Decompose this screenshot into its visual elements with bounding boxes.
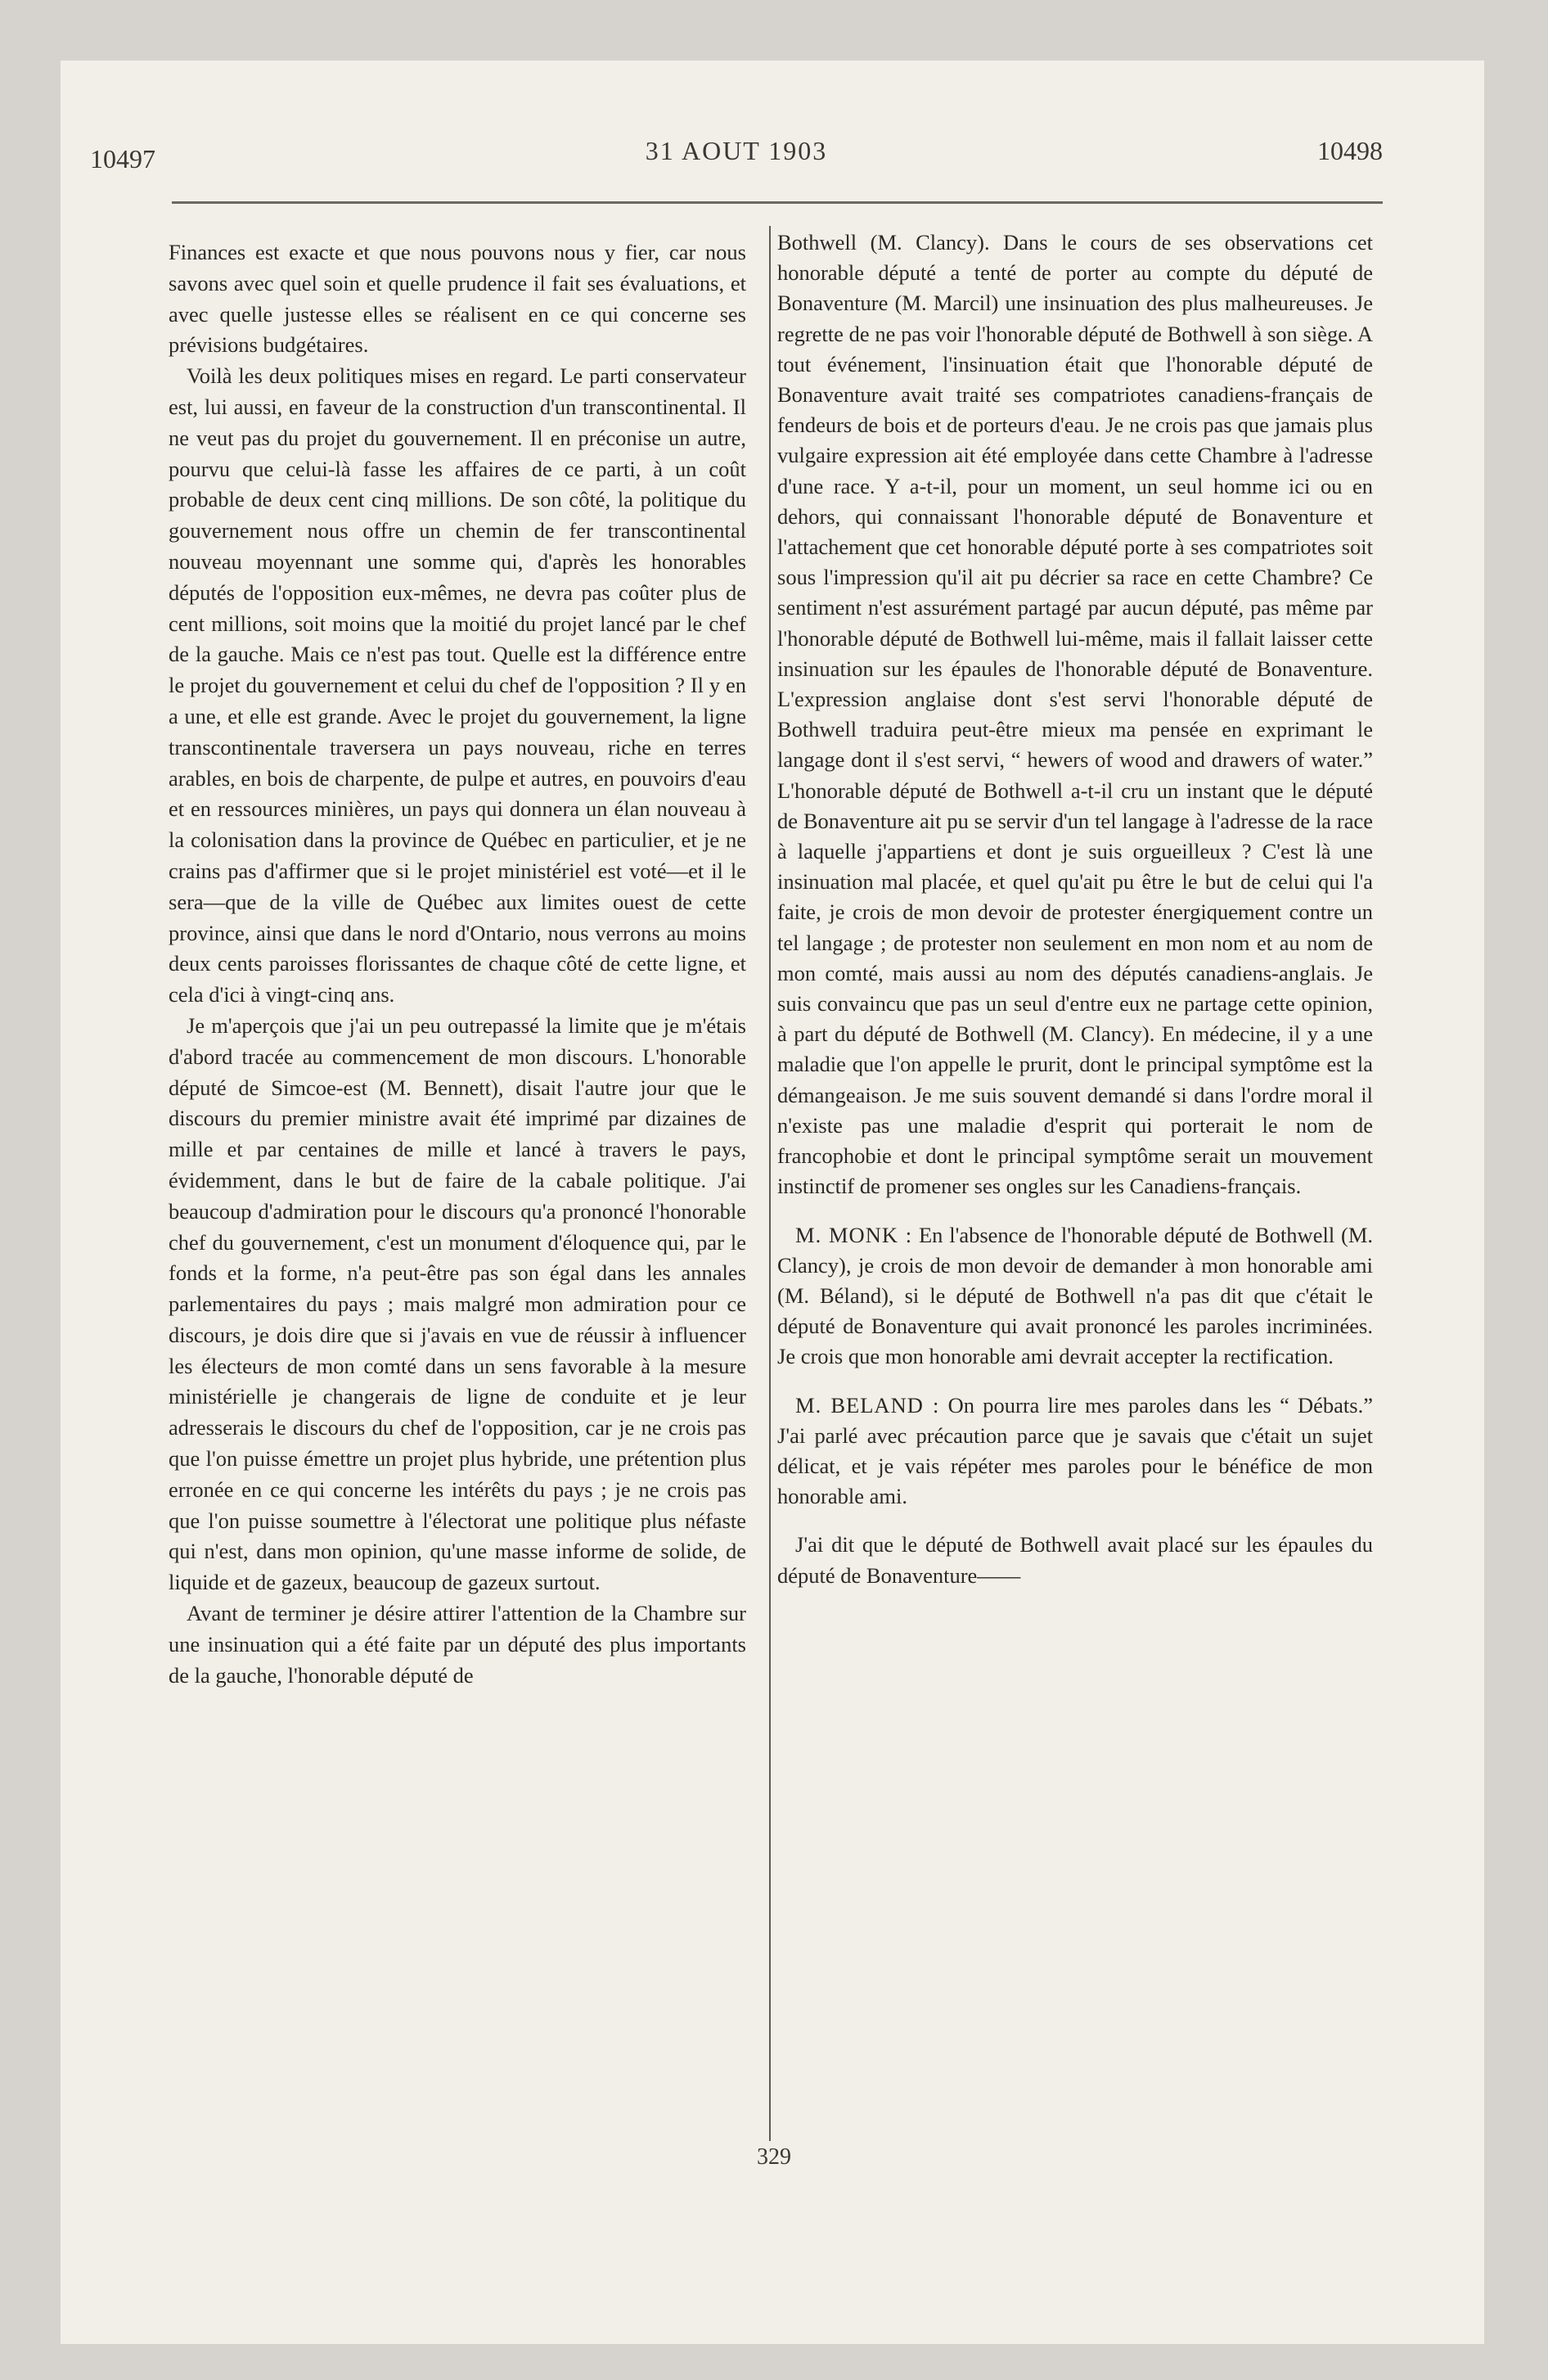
paragraph: J'ai dit que le député de Bothwell avait placé sur les épaules du député de Bonaventure—— — [777, 1532, 1373, 1588]
speech-paragraph — [777, 1391, 1373, 1512]
paragraph: Bothwell (M. Clancy). Dans le cours de ses observations cet honorable député a tenté de porter au compte du député de Bonaventure (M. Marcil) une insinuation des plus malheureuses. Je regrette de ne pas voir l'honorable député de Bothwell à son siège. A tout événement, l'insinuation était que l'honorable député de Bonaventure avait traité ses compatriotes canadiens-français de fendeurs de bois et de porteurs d'eau. Je ne crois pas que jamais plus vulgaire expression ait été employée dans cette Chambre à l'adresse d'une race. Y a-t-il, pour un moment, un seul homme ici ou en dehors, qui connaissant l'honorable député de Bonaventure et l'attachement que cet honorable député porte à ses compatriotes soit sous l'impression qu'il ait pu décrier sa race en cette Chambre? Ce sentiment n'est assurément partagé par aucun député, pas même par l'honorable député de Bothwell lui-même, mais il fallait laisser cette insinuation sur les épaules de l'honorable député de Bonaventure. L'expression anglaise dont s'est servi l'honorable député de Bothwell traduira peut-être mieux ma pensée en exprimant le langage dont il s'est servi, “ hewers of wood and drawers of water.” L'honorable député de Bothwell a-t-il cru un instant que le député de Bonaventure ait pu se servir d'un tel langage à l'adresse de la race à laquelle j'appartiens et dont je suis orgueilleux ? C'est là une insinuation mal placée, et quel qu'ait pu être le but de celui qui l'a faite, je crois de mon devoir de protester énergiquement contre un tel langage ; de protester non seulement en mon nom et au nom de mon comté, mais aussi au nom des députés canadiens-anglais. Je suis convaincu que pas un seul d'entre eux ne partage cette opinion, à part du député de Bothwell (M. Clancy). En médecine, il y a une maladie que l'on appelle le prurit, dont le principal symptôme est la démangeaison. Je me suis souvent demandé si dans l'ordre moral il n'existe pas une maladie d'esprit qui porterait le nom de francophobie et dont le principal symptôme serait un mouvement instinctif de promener ses ongles sur les Canadiens-français. — [777, 230, 1373, 1199]
paragraph: Finances est exacte et que nous pouvons nous y fier, car nous savons avec quel soin et quelle prudence il fait ses évaluations, et avec quelle justesse elles se réalisent en ce qui concerne ses prévisions budgétaires. — [169, 240, 746, 358]
right-column — [777, 228, 1373, 1591]
speaker-name: M. BELAND : — [795, 1392, 940, 1418]
left-column — [169, 237, 746, 1691]
paragraph: Avant de terminer je désire attirer l'attention de la Chambre sur une insinuation qui a été faite par un député des plus importants de la gauche, l'honorable député de — [169, 1601, 746, 1688]
right-page-number: 10498 — [1317, 136, 1383, 165]
header-rule — [172, 201, 1383, 204]
speech-text: En l'absence de l'honorable député de Bothwell (M. Clancy), je crois de mon devoir de demander à mon honorable ami (M. Béland), si le député de Bothwell n'a pas dit que c'était le député de Bonaventure qui avait prononcé les paroles incriminées. Je crois que mon honorable ami devrait accepter la rectification. — [777, 1222, 1374, 1369]
column-divider — [769, 226, 771, 2141]
left-page-number: 10497 — [90, 144, 155, 174]
speech-text: On pourra lire mes paroles dans les “ Débats.” J'ai parlé avec précaution parce que je savais que c'était un sujet délicat, et je vais répéter mes paroles pour le bénéfice de mon honorable ami. — [777, 1392, 1373, 1509]
page-header — [90, 131, 1383, 188]
header-date: 31 AOUT 1903 — [645, 136, 828, 165]
paragraph: Voilà les deux politiques mises en regard. Le parti conservateur est, lui aussi, en faveur de la construction d'un transcontinental. Il ne veut pas du projet du gouvernement. Il en préconise un autre, pourvu que celui-là fasse les affaires de ce parti, à un coût probable de deux cent cinq millions. De son côté, la politique du gouvernement nous offre un chemin de fer transcontinental nouveau moyennant une somme qui, d'après les honorables députés de l'opposition eux-mêmes, ne devra pas coûter plus de cent millions, soit moins que la moitié du projet lancé par le chef de la gauche. Mais ce n'est pas tout. Quelle est la différence entre le projet du gouvernement et celui du chef de l'opposition ? Il y en a une, et elle est grande. Avec le projet du gouvernement, la ligne transcontinentale traversera un pays nouveau, riche en terres arables, en bois de charpente, de pulpe et autres, en pouvoirs d'eau et en ressources minières, un pays qui donnera un élan nouveau à la colonisation dans la province de Québec en particulier, et je ne crains pas d'affirmer que si le projet ministériel est voté—et il le sera—que de la ville de Québec aux limites ouest de cette province, ainsi que dans le nord d'Ontario, nous verrons au moins deux cents paroisses florissantes de chaque côté de cette ligne, et cela d'ici à vingt-cinq ans. — [169, 363, 746, 1007]
paragraph: Je m'aperçois que j'ai un peu outrepassé la limite que je m'étais d'abord tracée au commencement de mon discours. L'honorable député de Simcoe-est (M. Bennett), disait l'autre jour que le discours du premier ministre avait été imprimé par dizaines de mille et par centaines de mille et lancé à travers le pays, évidemment, dans le but de faire de la cabale politique. J'ai beaucoup d'admiration pour le discours qu'a prononcé l'honorable chef du gouvernement, c'est un monument d'éloquence qui, par le fonds et la forme, n'a peut-être pas son égal dans les annales parlementaires du pays ; mais malgré mon admiration pour ce discours, je dois dire que si j'avais en vue de réussir à influencer les électeurs de mon comté dans un sens favorable à la mesure ministérielle je changerais de ligne de conduite et je leur adresserais le discours du chef de l'opposition, car je ne crois pas que l'on puisse émettre un projet plus hybride, une prétention plus erronée en ce qui concerne les intérêts du pays ; je ne crois pas que l'on puisse soumettre à l'électorat une politique plus néfaste qui n'est, dans mon opinion, qu'une masse informe de solide, de liquide et de gazeux, beaucoup de gazeux surtout. — [169, 1012, 746, 1595]
speech-paragraph — [777, 1220, 1373, 1373]
page-footer-number: 329 — [757, 2144, 791, 2170]
speaker-name: M. MONK : — [795, 1222, 913, 1247]
